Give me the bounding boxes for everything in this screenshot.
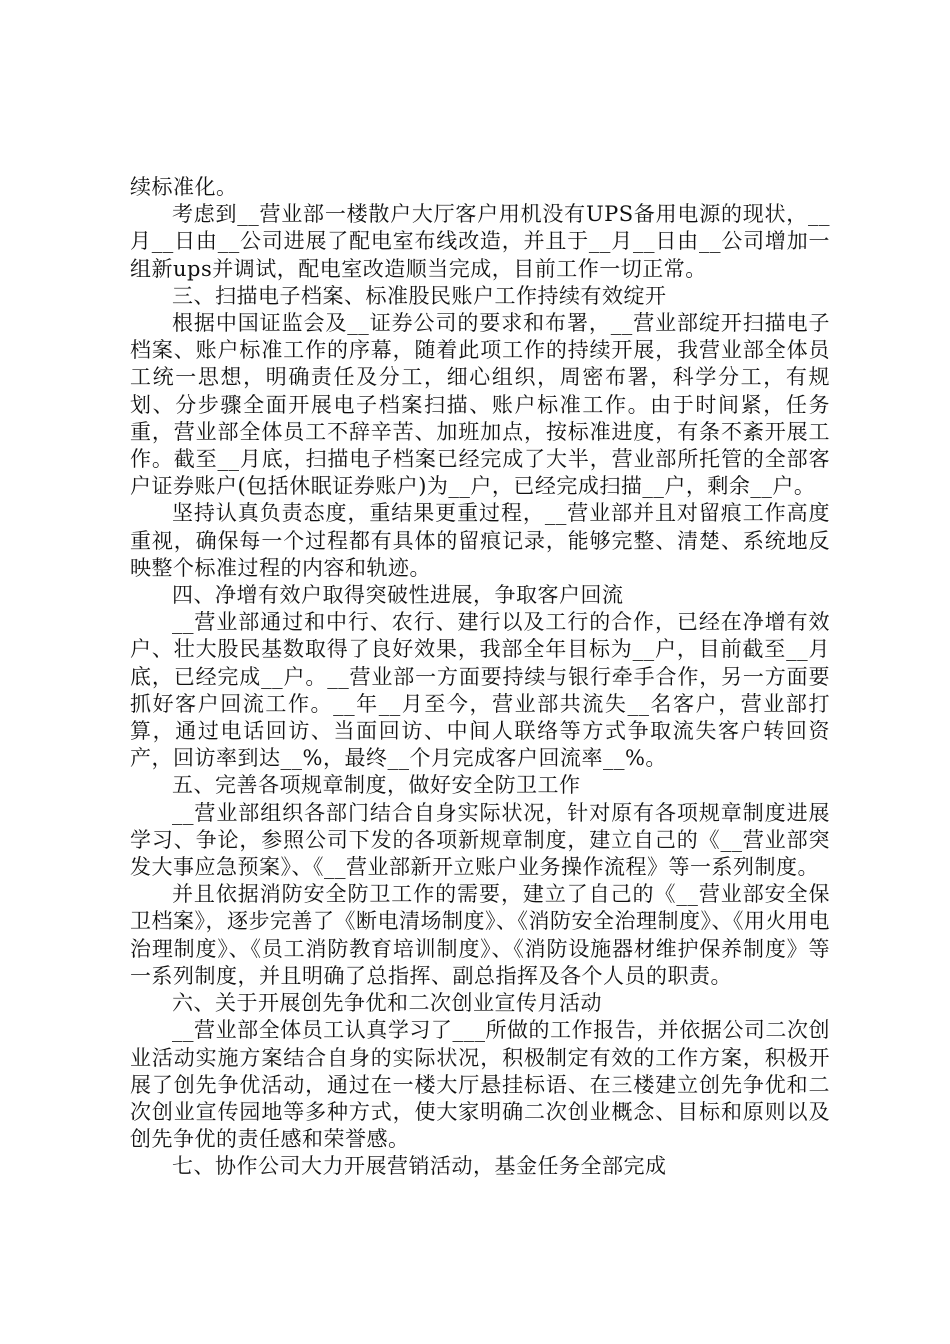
paragraph-net-accounts: __营业部通过和中行、农行、建行以及工行的合作，已经在净增有效户、壮大股民基数取得了良好效果，我部全年目标为__户，目前截至__月底，已经完成__户。__营业部一方面要持续与银行牵手合作，另一方面要抓好客户回流工作。__年__月至今，营业部共流失__名客户，营业部打算，通过电话回访、当面回访、中间人联络等方式争取流失客户转回资产，回访率到达__%，最终__个月完成客户回流率__%。 (130, 610, 830, 771)
section-heading-4: 四、净增有效户取得突破性进展，争取客户回流 (172, 583, 624, 608)
paragraph-campaign: __营业部全体员工认真学习了___所做的工作报告，并依据公司二次创业活动实施方案结合自身的实际状况，积极制定有效的工作方案，积极开展了创先争优活动，通过在一楼大厅悬挂标语、在三楼建立创先争优和二次创业宣传园地等多种方式，使大家明确二次创业概念、目标和原则以及创先争优的责任感和荣誉感。 (130, 1018, 830, 1152)
paragraph-continuation: 续标准化。 (130, 175, 238, 199)
paragraph-regulations: __营业部组织各部门结合自身实际状况，针对原有各项规章制度进展学习、争论，参照公司下发的各项新规章制度，建立自己的《__营业部突发大事应急预案》、《__营业部新开立账户业务操作流程》等一系列制度。 (130, 800, 830, 880)
paragraph-ups-power: 考虑到__营业部一楼散户大厅客户用机没有UPS备用电源的现状，__月__日由__公司进展了配电室布线改造，并且于__月__日由__公司增加一组新ups并调试，配电室改造顺当完成，目前工作一切正常。 (130, 202, 830, 281)
paragraph-fire-safety: 并且依据消防安全防卫工作的需要，建立了自己的《__营业部安全保卫档案》，逐步完善了《断电清场制度》、《消防安全治理制度》、《用火用电治理制度》、《员工消防教育培训制度》、《消防设施器材维护保养制度》等一系列制度，并且明确了总指挥、副总指挥及各个人员的职责。 (130, 882, 830, 988)
section-heading-7: 七、协作公司大力开展营销活动，基金任务全部完成 (172, 1154, 667, 1179)
section-heading-6: 六、关于开展创先争优和二次创业宣传月活动 (172, 991, 602, 1016)
paragraph-scanning-archives: 根据中国证监会及__证券公司的要求和布署，__营业部绽开扫描电子档案、账户标准工作的序幕，随着此项工作的持续开展，我营业部全体员工统一思想，明确责任及分工，细心组织，周密布署，科学分工，有规划、分步骤全面开展电子档案扫描、账户标准工作。由于时间紧，任务重，营业部全体员工不辞辛苦、加班加点，按标准进度，有条不紊开展工作。截至__月底，扫描电子档案已经完成了大半，营业部所托管的全部客户证券账户(包括休眠证券账户)为__户，已经完成扫描__户，剩余__户。 (130, 311, 830, 499)
section-heading-3: 三、扫描电子档案、标准股民账户工作持续有效绽开 (172, 283, 667, 308)
document-body (130, 174, 830, 1181)
paragraph-trace-records: 坚持认真负责态度，重结果更重过程，__营业部并且对留痕工作高度重视，确保每一个过程都有具体的留痕记录，能够完整、清楚、系统地反映整个标准过程的内容和轨迹。 (130, 501, 830, 580)
section-heading-5: 五、完善各项规章制度，做好安全防卫工作 (172, 773, 581, 798)
